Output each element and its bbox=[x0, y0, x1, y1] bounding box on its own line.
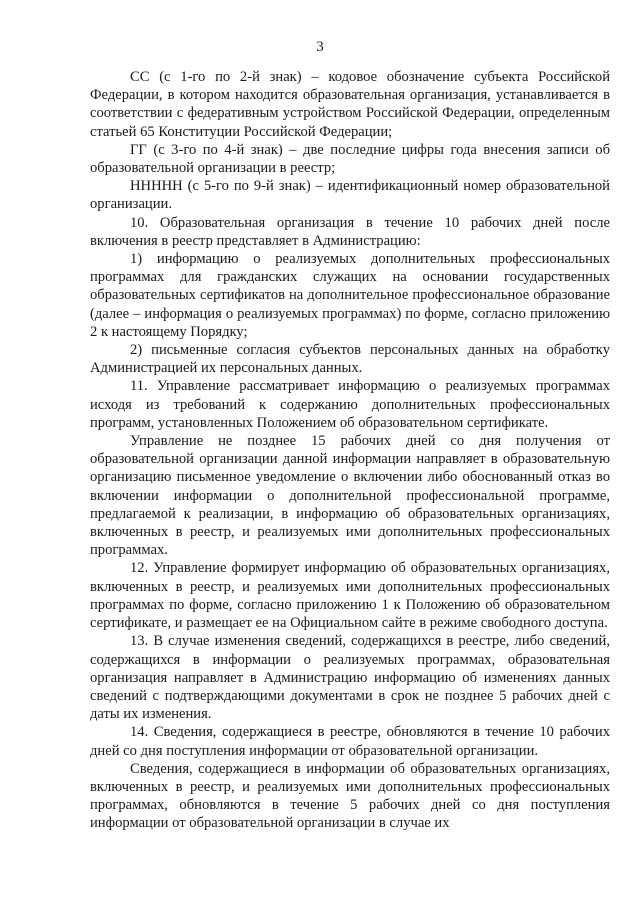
paragraph-item-14-update: Сведения, содержащиеся в информации об образовательных организациях, включенных в реестр, и реализуемых ими дополнительных профессиональных программах, обновляются в течение 5 рабочих дней со дня поступления информации от образовательной организации в случае их bbox=[90, 760, 610, 832]
paragraph-year-code: ГГ (с 3-го по 4-й знак) – две последние цифры года внесения записи об образовательной организации в реестр; bbox=[90, 141, 610, 177]
paragraph-item-14: 14. Сведения, содержащиеся в реестре, обновляются в течение 10 рабочих дней со дня поступления информации от образовательной организации. bbox=[90, 724, 610, 759]
paragraph-item-11: 11. Управление рассматривает информацию о реализуемых программах исходя из требований к содержанию дополнительных профессиональных программ, установленных Положением об образовательном сертификате. bbox=[90, 378, 610, 431]
document-body bbox=[90, 68, 610, 833]
paragraph-id-number: ННННН (с 5-го по 9-й знак) – идентификационный номер образовательной организации. bbox=[90, 178, 610, 213]
paragraph-item-10: 10. Образовательная организация в течение 10 рабочих дней после включения в реестр представляет в Администрацию: bbox=[90, 214, 610, 249]
paragraph-subject-code: СС (с 1-го по 2-й знак) – кодовое обозначение субъекта Российской Федерации, в котором находится образовательная организация, устанавливается в соответствии с федеративным устройством Российской Федерации, определенным статьей 65 Конституции Российской Федерации; bbox=[90, 69, 610, 140]
paragraph-item-10-2: 2) письменные согласия субъектов персональных данных на обработку Администрацией их персональных данных. bbox=[90, 342, 610, 377]
page-number: 3 bbox=[316, 39, 324, 55]
paragraph-item-12: 12. Управление формирует информацию об образовательных организациях, включенных в реестр, и реализуемых ими дополнительных профессиональных программах по форме, согласно приложению 1 к Положению об образовательном сертификате, и размещает ее на Официальном сайте в режиме свободного доступа. bbox=[90, 560, 610, 632]
paragraph-item-13: 13. В случае изменения сведений, содержащихся в реестре, либо сведений, содержащихся в информации о реализуемых программах, образовательная организация направляет в Администрацию информацию об изменениях данных сведений с подтверждающими документами в срок не позднее 5 рабочих дней с даты их изменения. bbox=[90, 633, 610, 723]
paragraph-item-10-1: 1) информацию о реализуемых дополнительных профессиональных программах для гражданских служащих на основании государственных образовательных сертификатов на дополнительное профессиональное образование (далее – информация о реализуемых программах) по форме, согласно приложению 2 к настоящему Порядку; bbox=[90, 251, 610, 340]
paragraph-item-11-notice: Управление не позднее 15 рабочих дней со дня получения от образовательной организации данной информации направляет в образовательную организацию письменное уведомление о включении либо обоснованный отказ во включении информации о дополнительной профессиональной программе, предлагаемой к реализации, в информацию об образовательных организациях, включенных в реестр, и реализуемых ими дополнительных профессиональных программах. bbox=[90, 433, 610, 559]
